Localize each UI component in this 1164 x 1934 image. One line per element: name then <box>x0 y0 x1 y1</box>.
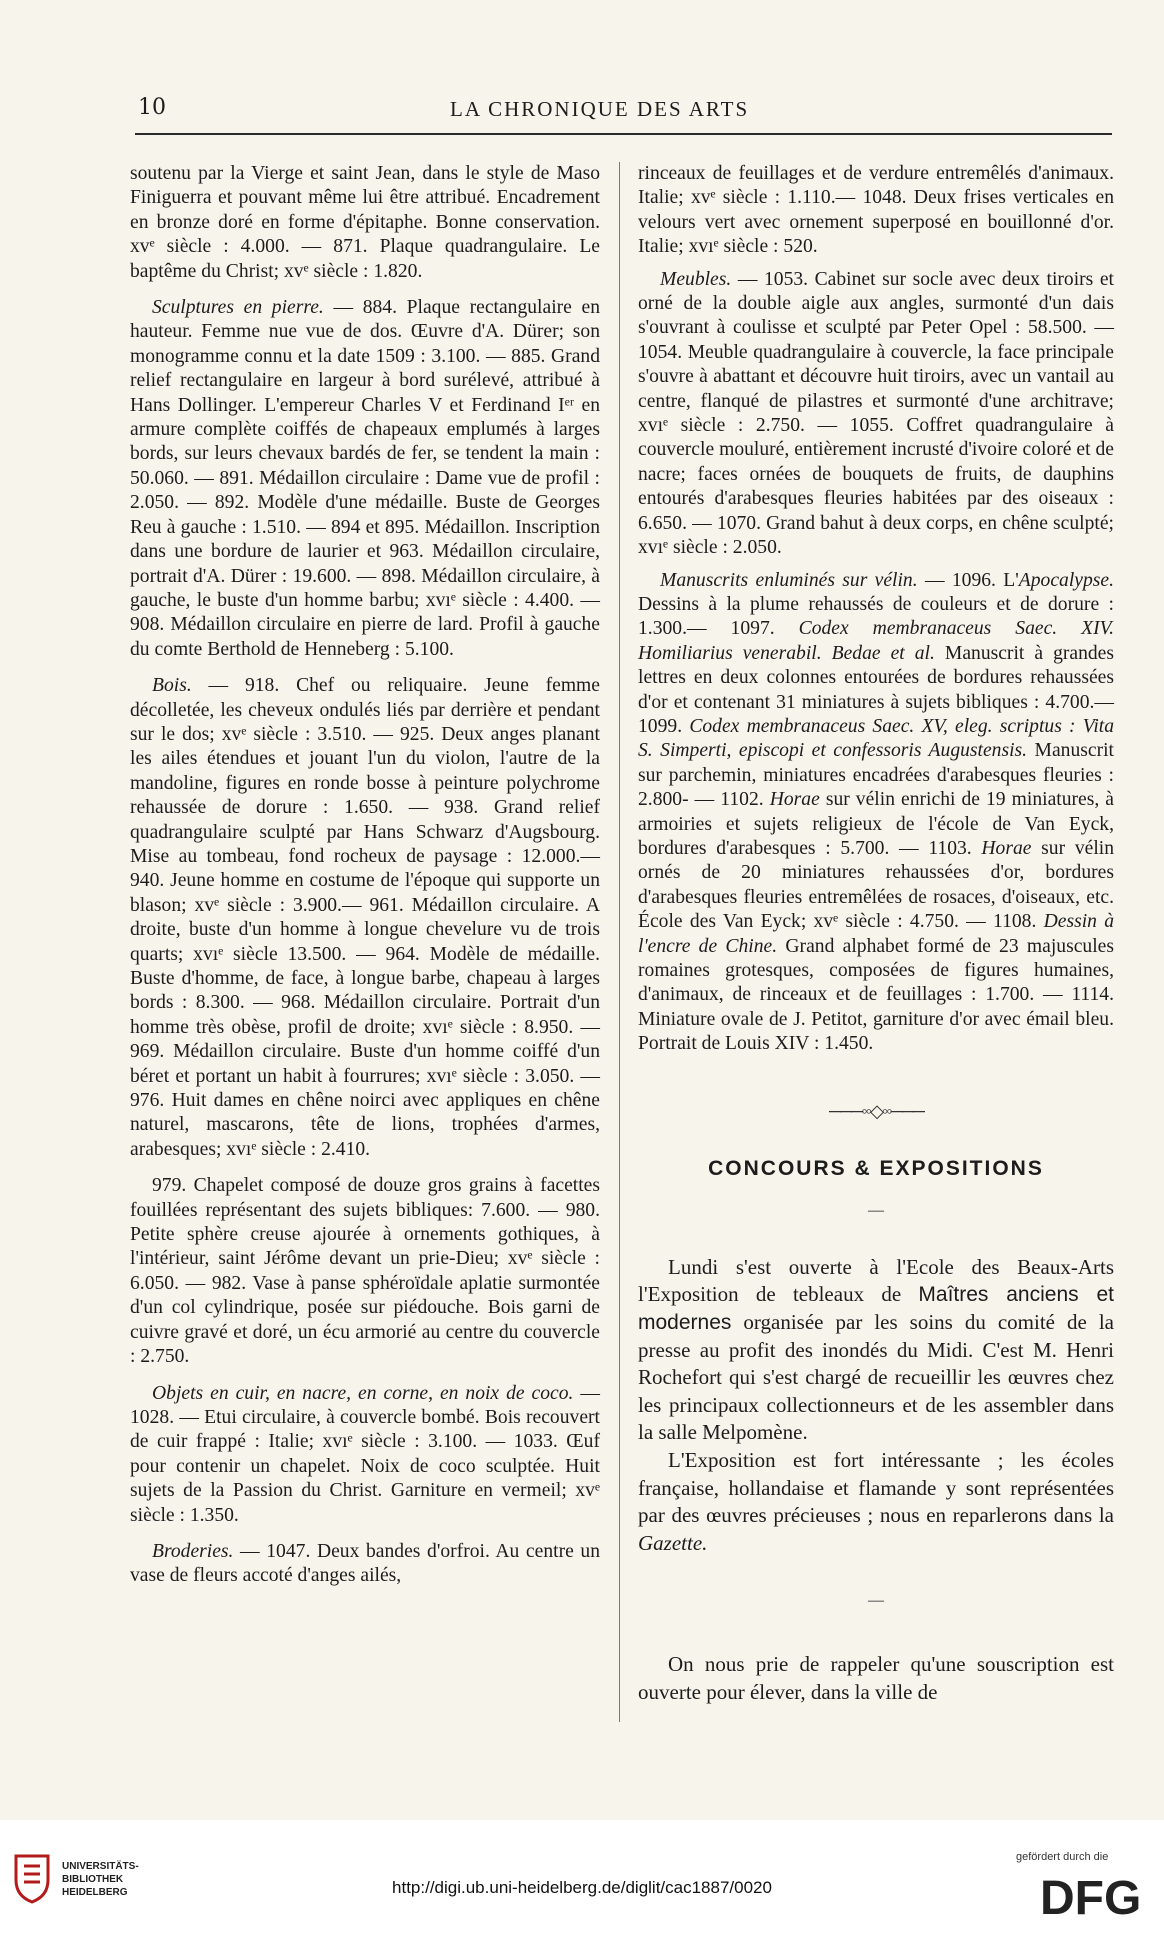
paragraph <box>130 1382 600 1528</box>
column-divider <box>619 162 620 1722</box>
paragraph: On nous prie de rappeler qu'une souscription est ouverte pour élever, dans la ville de <box>638 1651 1114 1704</box>
section-label: Meubles. <box>660 268 732 290</box>
italic-title: Horae <box>981 837 1032 859</box>
paragraph <box>130 296 600 662</box>
section-label: Broderies. <box>152 1540 234 1562</box>
viewer-footer <box>0 1820 1164 1934</box>
separator-dash: — <box>868 1592 884 1610</box>
header-rule <box>135 133 1112 135</box>
paragraph-text: Dessins à la plume rehaussés de couleurs et de dorure : 1.300.— 1097. <box>638 593 1114 640</box>
funded-by-label: gefördert durch die <box>1016 1851 1109 1863</box>
dfg-logo-text: DFG <box>1040 1872 1142 1925</box>
library-line: BIBLIOTHEK <box>62 1874 124 1885</box>
section-label: Manuscrits enluminés sur vélin. <box>660 569 918 591</box>
paragraph <box>130 1540 600 1589</box>
paragraph-text: — 884. Plaque rectangulaire en hauteur. Femme nue vue de dos. Œuvre d'A. Dürer; son monogramme connu et la date 1509 : 3.100. — 885. Grand relief rectangulaire en largeur à bord surélevé, attribué à Hans Dollinger. L'empereur Charles V et Ferdinand Iᵉʳ en armure complète coiffés de chapeaux emplumés à larges bords, sur leurs chevaux bardés de fer, se tendent la main : 50.060. — 891. Médaillon circulaire : Dame vue de profil : 2.050. — 892. Modèle d'une médaille. Buste de Georges Reu à gauche : 1.510. — 894 et 895. Médaillon. Inscription dans une bordure de laurier et 963. Médaillon circulaire, portrait d'A. Dürer : 19.600. — 898. Médaillon circulaire, à gauche, le buste d'un homme barbu; xvıᵉ siècle : 4.400. — 908. Médaillon circulaire en pierre de lard. Profil à gauche du comte Berthold de Henneberg : 5.100. <box>130 297 600 660</box>
dfg-logo-icon <box>1040 1866 1150 1926</box>
paragraph-text: sur vélin enrichi de 19 miniatures, à armoiries et sujets religieux de l'école de Van Eyck, bordures d'arabesques : 5.700. — 1103. <box>638 789 1114 859</box>
library-line: UNIVERSITÄTS- <box>62 1861 139 1872</box>
paragraph-text: Lundi s'est ouverte à l'Ecole des Beaux-Arts l'Exposition de tebleaux de <box>638 1254 1114 1307</box>
emphasized-title: Maîtres anciens et modernes <box>638 1283 1114 1335</box>
section-heading: CONCOURS & EXPOSITIONS <box>708 1157 1044 1181</box>
paragraph-text: — 1028. — Etui circulaire, à couvercle bombé. Bois recouvert de cuir frappé : Italie; xvıᵉ siècle : 3.100. — 1033. Œuf pour contenir un chapelet. Noix de coco sculptée. Huit sujets de la Passion du Christ. Garniture en vermeil; xvᵉ siècle : 1.350. <box>130 1382 600 1526</box>
italic-title: Gazette. <box>638 1530 708 1555</box>
paragraph-text: sur vélin ornés de 20 miniatures rehaussées d'or, bordures d'arabesques fleuries entremêlées de rosaces, d'oiseaux, etc. École des Van Eyck; xvᵉ siècle : 4.750. — 1108. <box>638 837 1114 933</box>
paragraph <box>638 569 1114 1057</box>
paragraph-text: Manuscrit à grandes lettres en deux colonnes entourées de bordures rehaussées d'or et contenant 31 miniatures à sujets bibliques : 4.700.— 1099. <box>638 642 1114 737</box>
paragraph <box>638 1254 1114 1447</box>
ornament-divider: ───◦◦◇◦◦─── <box>829 1100 923 1121</box>
paragraph <box>638 268 1114 561</box>
paragraph: soutenu par la Vierge et saint Jean, dans le style de Maso Finiguerra et pouvant même lui être attribué. Encadrement en bronze doré en forme d'épitaphe. Bonne conservation. xvᵉ siècle : 4.000. — 871. Plaque quadrangulaire. Le baptême du Christ; xvᵉ siècle : 1.820. <box>130 163 600 282</box>
paragraph-text: — 1047. Deux bandes d'orfroi. Au centre un vase de fleurs accoté d'anges ailés, <box>130 1540 600 1587</box>
section-label: Objets en cuir, en nacre, en corne, en noix de coco. <box>152 1382 574 1404</box>
paragraph-text: — 918. Chef ou reliquaire. Jeune femme décolletée, les cheveux ondulés liés par derrière et pendant sur le dos; xvᵉ siècle : 3.510. — 925. Deux anges planant les ailes étendues et jouant l'un du violon, l'autre de la mandoline, figures en ronde bosse à peinture polychrome rehaussée de dorure : 1.650. — 938. Grand relief quadrangulaire sculpté par Hans Schwarz d'Augsbourg. Mise au tombeau, fond rocheux de paysage : 12.000.— 940. Jeune homme en costume de l'époque qui supporte un blason; xvᵉ siècle : 3.900.— 961. Médaillon circulaire. A droite, buste d'un homme à longue chevelure vu de trois quarts; xvıᵉ siècle 13.500. — 964. Modèle de médaille. Buste d'homme, de face, à longue barbe, chapeau à larges bords : 8.300. — 968. Médaillon circulaire. Portrait d'un homme très obèse, profil de droite; xvıᵉ siècle : 8.950. — 969. Médaillon circulaire. Buste d'un homme coiffé d'un béret et portant un habit à fourrures; xvıᵉ siècle : 3.050. — 976. Huit dames en chêne noirci avec appliques en chêne naturel, mascarons, tête de lions, trophées d'armes, arabesques; xvıᵉ siècle : 2.410. <box>130 675 600 1160</box>
italic-title: Horae <box>769 789 820 811</box>
section-label: Bois. <box>152 675 192 697</box>
italic-title: Codex membranaceus Saec. XV, eleg. scriptus : Vita S. Simperti, episcopi et confessoris Augustensis. <box>638 715 1115 762</box>
page-number: 10 <box>138 95 166 120</box>
paragraph-text: organisée par les soins du comité de la presse au profit des inondés du Midi. C'est M. Henri Rochefort qui s'est chargé de recueillir les œuvres chez les principaux collectionneurs et de les assembler dans la salle Melpomène. <box>638 1310 1114 1445</box>
section-label: Sculptures en pierre. <box>152 297 324 319</box>
italic-title: Apocalypse. <box>1018 569 1114 591</box>
paragraph-text: — 1096. L' <box>917 569 1019 591</box>
paragraph: 979. Chapelet composé de douze gros grains à facettes fouillées représentant des sujets bibliques: 7.600. — 980. Petite sphère creuse ajourée à ornements gothiques, à l'intérieur, saint Jérôme devant un prie-Dieu; xvᵉ siècle : 6.050. — 982. Vase à panse sphéroïdale aplatie surmontée d'un col cylindrique, posée sur piédouche. Bois garni de cuivre gravé et doré, un écu armorié au centre du couvercle : 2.750. <box>130 1175 600 1368</box>
journal-title: LA CHRONIQUE DES ARTS <box>450 97 750 121</box>
article-body <box>638 1254 1114 1706</box>
italic-title: Codex membranaceus Saec. XIV. Homiliarius venerabil. Bedae et al. <box>638 618 1114 664</box>
document-url-link[interactable]: http://digi.ub.uni-heidelberg.de/diglit/cac1887/0020 <box>392 1878 772 1897</box>
heading-dash: — <box>868 1202 884 1220</box>
right-column <box>638 162 1114 1706</box>
paragraph: rinceaux de feuillages et de verdure entremêlés d'animaux. Italie; xvᵉ siècle : 1.110.— 1048. Deux frises verticales en velours vert avec ornement superposé en bouillonné d'or. Italie; xvıᵉ siècle : 520. <box>638 163 1114 258</box>
paragraph-text: — 1053. Cabinet sur socle avec deux tiroirs et orné de la double aigle aux angles, surmonté d'un dais s'ouvrant à coulisse et sculpté par Peter Opel : 58.500. — 1054. Meuble quadrangulaire à couvercle, la face principale s'ouvre à abattant et découvre huit tiroirs, avec un vantail au centre, flanqué de pilastres et surmonté d'une architrave; xvıᵉ siècle : 2.750. — 1055. Coffret quadrangulaire à couvercle mouluré, entièrement incrusté d'ivoire coloré et de nacre; faces ornées de bouquets de fruits, de dauphins entourés d'arabesques fleuries habitées par des oiseaux : 6.650. — 1070. Grand bahut à deux corps, en chêne sculpté; xvıᵉ siècle : 2.050. <box>638 268 1114 559</box>
paragraph-text: Grand alphabet formé de 23 majuscules romaines grotesques, composées de figures humaines, d'animaux, de rinceaux et de feuillages : 1.700. — 1114. Miniature ovale de J. Petitot, garniture d'or avec émail bleu. Portrait de Louis XIV : 1.450. <box>638 935 1114 1055</box>
paragraph <box>638 1447 1114 1557</box>
paragraph <box>130 674 600 1162</box>
library-line: HEIDELBERG <box>62 1887 128 1898</box>
paragraph-text: L'Exposition est fort intéressante ; les écoles française, hollandaise et flamande y sont représentées par des œuvres précieuses ; nous en reparlerons dans la <box>638 1448 1114 1528</box>
left-column <box>130 162 600 1601</box>
paragraph-text: Manuscrit sur parchemin, miniatures encadrées d'arabesques fleuries : 2.800- — 1102. <box>638 740 1114 811</box>
italic-title: Dessin à l'encre de Chine. <box>638 911 1114 957</box>
